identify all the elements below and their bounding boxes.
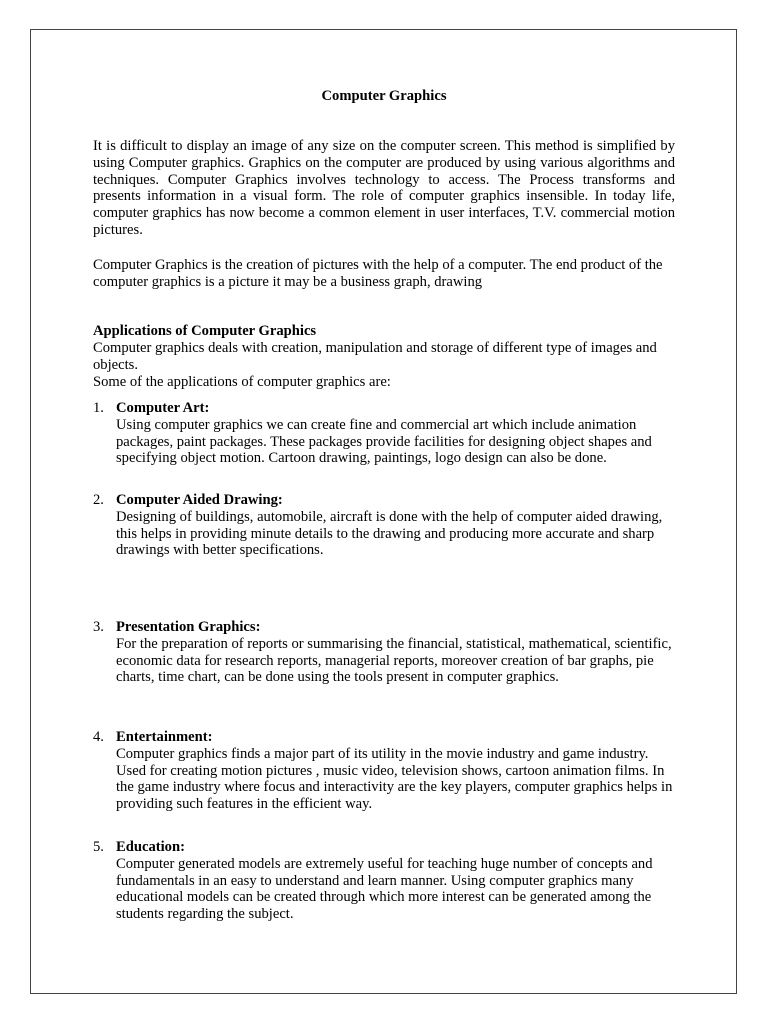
list-number: 1. <box>93 400 104 416</box>
list-number: 4. <box>93 729 104 745</box>
applications-intro: Computer graphics deals with creation, manipulation and storage of different type of images and objects. <box>93 340 657 373</box>
list-item-text: For the preparation of reports or summarising the financial, statistical, mathematical, scientific, economic data for research reports, managerial reports, moreover creation of bar graphs, pie charts, time chart, can be done using the tools present in computer graphics. <box>116 635 672 686</box>
applications-lead: Some of the applications of computer graphics are: <box>93 374 391 390</box>
intro-paragraph: It is difficult to display an image of any size on the computer screen. This method is simplified by using Computer graphics. Graphics on the computer are produced by using various algorithms and techniques. Computer Graphics involves technology to access. The Process transforms and presents information in a visual form. The role of computer graphics insensible. In today life, computer graphics has now become a common element in user interfaces, T.V. commercial motion pictures. <box>93 138 675 238</box>
list-item-title: Entertainment: <box>116 729 213 745</box>
list-item-title: Computer Art: <box>116 400 210 416</box>
list-item-title: Computer Aided Drawing: <box>116 492 283 508</box>
list-number: 3. <box>93 619 104 635</box>
list-item-text: Computer generated models are extremely useful for teaching huge number of concepts and fundamentals in an easy to understand and learn manner. Using computer graphics many educational models can be created through which more interest can be generated among the students regarding the subject. <box>116 855 653 923</box>
list-number: 5. <box>93 839 104 855</box>
applications-heading: Applications of Computer Graphics <box>93 323 317 339</box>
list-item-title: Presentation Graphics: <box>116 619 261 635</box>
page-title: Computer Graphics <box>321 88 447 104</box>
list-item-text: Using computer graphics we can create fine and commercial art which include animation packages, paint packages. These packages provide facilities for designing object shapes and specifying object motion. Cartoon drawing, paintings, logo design can also be done. <box>116 416 652 467</box>
definition-paragraph: Computer Graphics is the creation of pictures with the help of a computer. The end product of the computer graphics is a picture it may be a business graph, drawing <box>93 257 663 290</box>
list-number: 2. <box>93 492 104 508</box>
list-item-text: Computer graphics finds a major part of its utility in the movie industry and game industry. Used for creating motion pictures , music video, television shows, cartoon animation films. In the game industry where focus and interactivity are the key players, computer graphics helps in providing such features in the efficient way. <box>116 745 673 813</box>
list-item-title: Education: <box>116 839 185 855</box>
list-item-text: Designing of buildings, automobile, aircraft is done with the help of computer aided drawing, this helps in providing minute details to the drawing and producing more accurate and sharp drawings with better specifications. <box>116 508 663 559</box>
